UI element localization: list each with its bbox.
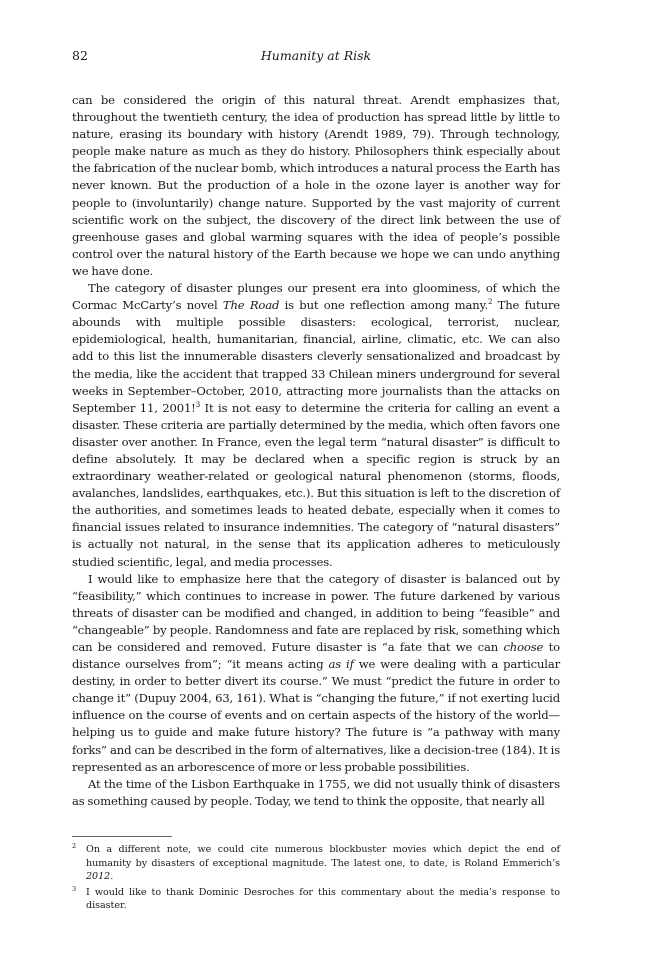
emphasis-choose: choose — [503, 640, 544, 654]
book-title-the-road: The Road — [222, 298, 280, 313]
footnotes — [72, 843, 560, 915]
paragraph-2: The category of disaster plunges our present era into gloominess, of which the Cormac McCarty’s novel The Road is but one reflection among many.$^2$ The future abounds with multiple possible disasters: ecological, terrorist, nuclear, epidemiological, health, humanitarian, financial, airline, climatic, etc. We can also add to this list the innumerable disasters cleverly sensationalized and broadcast by the media, like the accident that trapped 33 Chilean miners underground for several weeks in September–October, 2010, attracting more journalists than the attacks on September 11, 2001!$^3$ It is not easy to determine the criteria for calling an event a disaster. These criteria are partially determined by the media, which often favors one disaster over another. In France, even the legal term “natural disaster” is difficult to define absolutely. It may be declared when a specific region is struck by an extraordinary weather-related or geological natural phenomenon (storms, floods, avalanches, landslides, earthquakes, etc.). But this situation is left to the discretion of the authorities, and sometimes leads to heated debate, especially when it comes to financial issues related to insurance indemnities. The category of “natural disasters” is actually not natural, in the sense that its application adheres to meticulously studied scientific, legal, and media processes. — [72, 281, 560, 569]
footnote-ref-3: 3 — [195, 400, 201, 409]
footnote-mark: 3 — [72, 884, 77, 893]
film-title-2012: 2012 — [86, 871, 111, 882]
footnote-3: 3 I would like to thank Dominic Desroches for this commentary about the media’s response to disaster. — [72, 884, 560, 911]
footnote-ref-2: 2 — [488, 298, 493, 307]
running-title: Humanity at Risk — [260, 48, 372, 63]
body-text — [72, 92, 560, 810]
footnote-divider — [72, 836, 172, 837]
paragraph-1: can be considered the origin of this natural threat. Arendt emphasizes that, throughout the twentieth century, the idea of production has spread little by little to nature, erasing its boundary with history (Arendt 1989, 79). Through technology, people make nature as much as they do history. Philosophers think especially about the fabrication of the nuclear bomb, which introduces a natural process the Earth has never known. But the production of a hole in the ozone layer is another way for people to (involuntarily) change nature. Supported by the vast majority of current scientific work on the subject, the discovery of the direct link between the use of greenhouse gases and global warming squares with the idea of people’s possible control over the natural history of the Earth because we hope we can undo anything we have done. — [72, 93, 560, 278]
emphasis-as-if: as if — [328, 657, 354, 672]
paragraph-3: I would like to emphasize here that the category of disaster is balanced out by “feasibility,” which continues to increase in power. The future darkened by various threats of disaster can be modified and changed, in addition to being “feasible” and “changeable” by people. Randomness and fate are replaced by risk, something which can be considered and removed. Future disaster is “a fate that we can choose to distance ourselves from”; “it means acting as if we were dealing with a particular destiny, in order to better divert its course.” We must “predict the future in order to change it” (Dupuy 2004, 63, 161). What is “changing the future,” if not exerting lucid influence on the course of events and on certain aspects of the history of the world—helping us to guide and make future history? The future is “a pathway with many forks” and can be described in the form of alternatives, like a decision-tree (184). It is represented as an arborescence of more or less probable possibilities. — [72, 571, 560, 774]
paragraph-4: At the time of the Lisbon Earthquake in 1755, we did not usually think of disasters as something caused by people. Today, we tend to think the opposite, that nearly all — [72, 776, 560, 808]
page-number: 82 — [72, 48, 88, 63]
page-header — [72, 46, 560, 66]
footnote-2: 2 On a different note, we could cite numerous blockbuster movies which depict the end of humanity by disasters of exceptional magnitude. The latest one, to date, is Roland Emmerich’s 2012. — [72, 842, 560, 882]
footnote-mark: 2 — [72, 842, 77, 850]
